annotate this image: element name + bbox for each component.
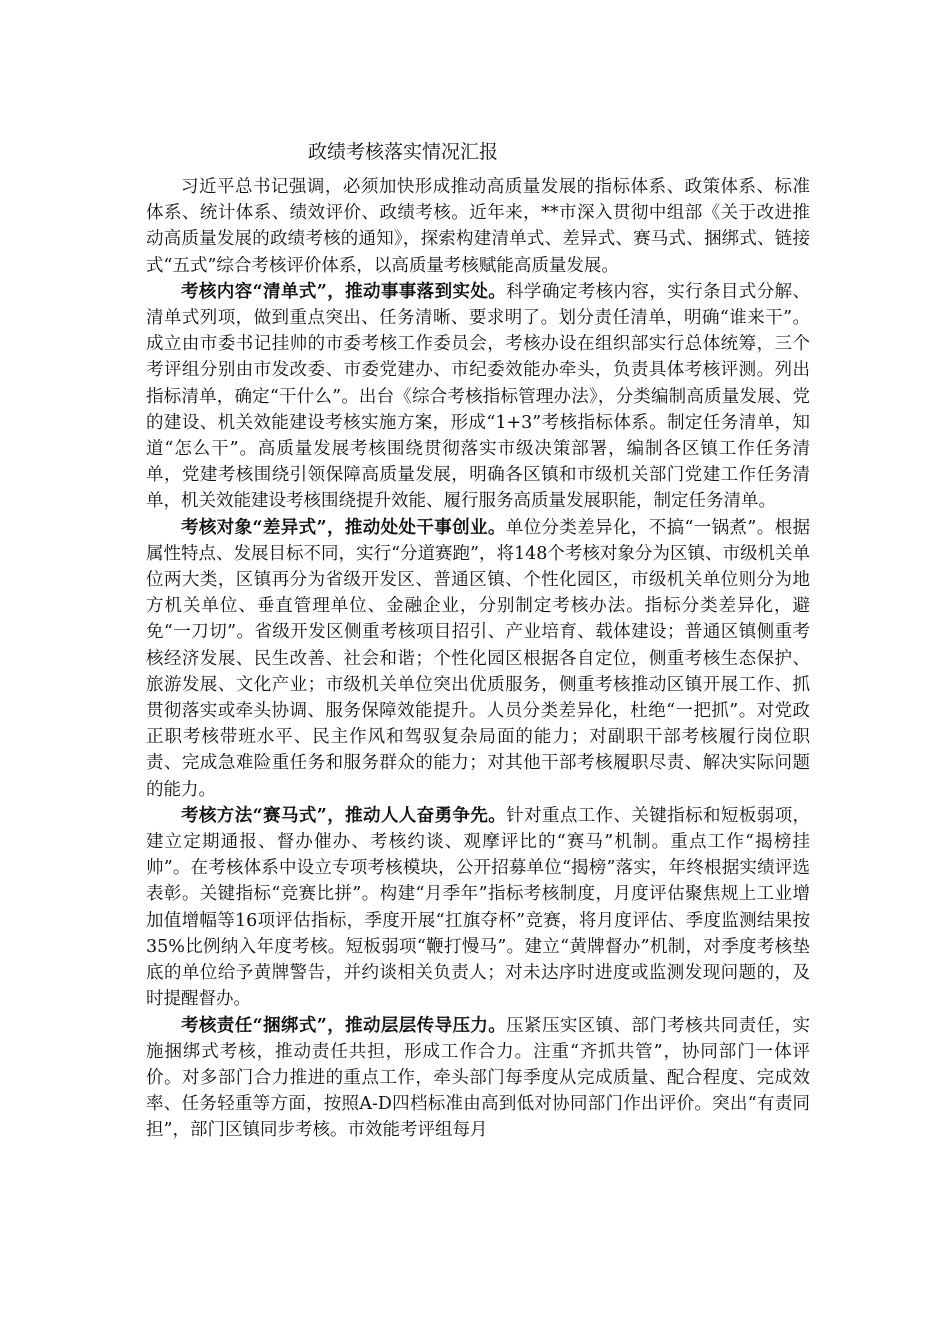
- paragraph-heading: 考核方法“赛马式”，推动人人奋勇争先。: [181, 805, 507, 826]
- paragraph-text: 压紧压实区镇、部门考核共同责任，实施捆绑式考核，推动责任共担，形成工作合力。注重“齐抓共管”，协同部门一体评价。对多部门合力推进的重点工作，牵头部门每季度从完成质量、配合程度、完成效率、任务轻重等方面，按照A-D四档标准由高到低对协同部门作出评价。突出“有责同担”，部门区镇同步考核。市效能考评组每月: [146, 1015, 810, 1141]
- paragraph-text: 科学确定考核内容，实行条目式分解、清单式列项，做到重点突出、任务清晰、要求明了。划分责任清单，明确“谁来干”。成立由市委书记挂帅的市委考核工作委员会，考核办设在组织部实行总体统筹，三个考评组分别由市发改委、市委党建办、市纪委效能办牵头，负责具体考核评测。列出指标清单，确定“干什么”。出台《综合考核指标管理办法》，分类编制高质量发展、党的建设、机关效能建设考核实施方案，形成“1+3”考核指标体系。制定任务清单，知道“怎么干”。高质量发展考核围绕贯彻落实市级决策部署，编制各区镇工作任务清单，党建考核围绕引领保障高质量发展，明确各区镇和市级机关部门党建工作任务清单，机关效能建设考核围绕提升效能、履行服务高质量发展职能，制定任务清单。: [146, 281, 810, 512]
- paragraph-heading: 考核内容“清单式”，推动事事落到实处。: [181, 281, 507, 302]
- paragraph-heading: 考核对象“差异式”，推动处处干事创业。: [181, 517, 506, 538]
- paragraph-heading: 考核责任“捆绑式”，推动层层传导压力。: [181, 1015, 507, 1036]
- paragraph-text: 习近平总书记强调，必须加快形成推动高质量发展的指标体系、政策体系、标准体系、统计体系、绩效评价、政绩考核。近年来，**市深入贯彻中组部《关于改进推动高质量发展的政绩考核的通知》，探索构建清单式、差异式、赛马式、捆绑式、链接式“五式”综合考核评价体系，以高质量考核赋能高质量发展。: [146, 177, 810, 276]
- paragraph-text: 针对重点工作、关键指标和短板弱项，建立定期通报、督办催办、考核约谈、观摩评比的“赛马”机制。重点工作“揭榜挂帅”。在考核体系中设立专项考核模块，公开招募单位“揭榜”落实，年终根据实绩评选表彰。关键指标“竞赛比拼”。构建“月季年”指标考核制度，月度评估聚焦规上工业增加值增幅等16项评估指标，季度开展“扛旗夺杯”竞赛，将月度评估、季度监测结果按35%比例纳入年度考核。短板弱项“鞭打慢马”。建立“黄牌督办”机制，对季度考核垫底的单位给予黄牌警告，并约谈相关负责人；对未达序时进度或监测发现问题的，及时提醒督办。: [146, 805, 810, 1010]
- paragraph-text: 单位分类差异化，不搞“一锅煮”。根据属性特点、发展目标不同，实行“分道赛跑”，将148个考核对象分为区镇、市级机关单位两大类，区镇再分为省级开发区、普通区镇、个性化园区，市级机关单位则分为地方机关单位、垂直管理单位、金融企业，分别制定考核办法。指标分类差异化，避免“一刀切”。省级开发区侧重考核项目招引、产业培育、载体建设；普通区镇侧重考核经济发展、民生改善、社会和谐；个性化园区根据各自定位，侧重考核生态保护、旅游发展、文化产业；市级机关单位突出优质服务，侧重考核推动区镇开展工作、抓贯彻落实或牵头协调、服务保障效能提升。人员分类差异化，杜绝“一把抓”。对党政正职考核带班水平、民主作风和驾驭复杂局面的能力；对副职干部考核履行岗位职责、完成急难险重任务和服务群众的能力；对其他干部考核履职尽责、解决实际问题的能力。: [146, 517, 810, 800]
- document-page: [146, 138, 810, 1144]
- paragraph-differential: [146, 515, 810, 803]
- document-title: 政绩考核落实情况汇报: [308, 141, 499, 163]
- paragraph-intro: [146, 174, 810, 279]
- paragraph-bundled: [146, 1013, 810, 1144]
- paragraph-race: [146, 803, 810, 1013]
- paragraph-checklist: [146, 279, 810, 515]
